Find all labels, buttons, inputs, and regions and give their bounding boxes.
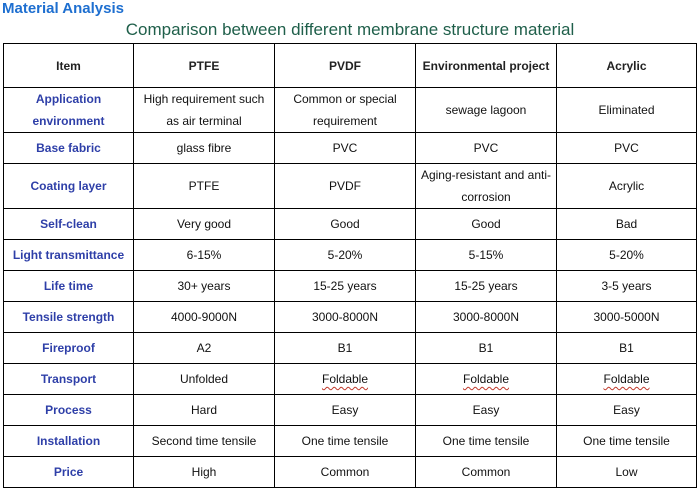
table-row [4,271,697,302]
table-row [4,240,697,271]
row-label: Installation [4,426,134,457]
table-cell: 5-15% [416,240,557,271]
table-title: Comparison between different membrane structure material [125,20,575,39]
table-cell: PVC [416,133,557,164]
table-cell [557,364,697,395]
table-cell: Common [275,457,416,488]
table-cell: 3000-8000N [275,302,416,333]
table-row [4,426,697,457]
table-cell: 3000-5000N [557,302,697,333]
table-row [4,88,697,133]
table-cell: 30+ years [134,271,275,302]
table-cell: Low [557,457,697,488]
row-label: Transport [4,364,134,395]
row-label: Coating layer [4,164,134,209]
row-label: Base fabric [4,133,134,164]
table-cell: B1 [275,333,416,364]
table-row [4,133,697,164]
table-row [4,302,697,333]
table-cell: sewage lagoon [416,88,557,133]
table-cell: 5-20% [557,240,697,271]
table-row [4,209,697,240]
table-cell: Easy [416,395,557,426]
table-cell: Eliminated [557,88,697,133]
table-cell: Hard [134,395,275,426]
table-cell [275,364,416,395]
table-cell: glass fibre [134,133,275,164]
table-cell: High [134,457,275,488]
table-cell: PVC [557,133,697,164]
table-cell: PVDF [275,164,416,209]
row-label: Life time [4,271,134,302]
header-item: Item [4,44,134,88]
table-cell: High requirement such as air terminal [134,88,275,133]
table-cell: Easy [275,395,416,426]
spellcheck-word: Foldable [603,372,650,386]
table-cell: 15-25 years [275,271,416,302]
section-title: Material Analysis [2,0,124,17]
table-cell: 6-15% [134,240,275,271]
table-cell: Unfolded [134,364,275,395]
header-ptfe: PTFE [134,44,275,88]
spellcheck-word: Foldable [321,372,369,386]
table-cell: 3-5 years [557,271,697,302]
spellcheck-word: Foldable [462,372,510,386]
table-cell: One time tensile [275,426,416,457]
header-acrylic: Acrylic [557,44,697,88]
table-row [4,164,697,209]
table-row [4,395,697,426]
table-cell: Second time tensile [134,426,275,457]
table-cell: B1 [557,333,697,364]
row-label: Light transmittance [4,240,134,271]
table-cell: PVC [275,133,416,164]
table-cell: PTFE [134,164,275,209]
table-cell: Very good [134,209,275,240]
row-label: Tensile strength [4,302,134,333]
row-label: Self-clean [4,209,134,240]
header-environmental-project: Environmental project [416,44,557,88]
table-cell: A2 [134,333,275,364]
row-label: Application environment [4,88,134,133]
table-cell: 4000-9000N [134,302,275,333]
table-cell: Good [416,209,557,240]
table-row [4,457,697,488]
table-row [4,364,697,395]
table-cell [416,364,557,395]
table-cell: Acrylic [557,164,697,209]
table-row [4,333,697,364]
table-cell: Common or special requirement [275,88,416,133]
table-cell: Easy [557,395,697,426]
table-cell: One time tensile [557,426,697,457]
table-cell: Aging-resistant and anti-corrosion [416,164,557,209]
table-cell: One time tensile [416,426,557,457]
row-label: Price [4,457,134,488]
header-pvdf: PVDF [275,44,416,88]
table-cell: B1 [416,333,557,364]
table-cell: Good [275,209,416,240]
table-cell: 5-20% [275,240,416,271]
table-cell: 15-25 years [416,271,557,302]
comparison-table [3,43,697,488]
row-label: Process [4,395,134,426]
row-label: Fireproof [4,333,134,364]
table-cell: 3000-8000N [416,302,557,333]
table-cell: Bad [557,209,697,240]
table-cell: Common [416,457,557,488]
table-header-row [4,44,697,88]
